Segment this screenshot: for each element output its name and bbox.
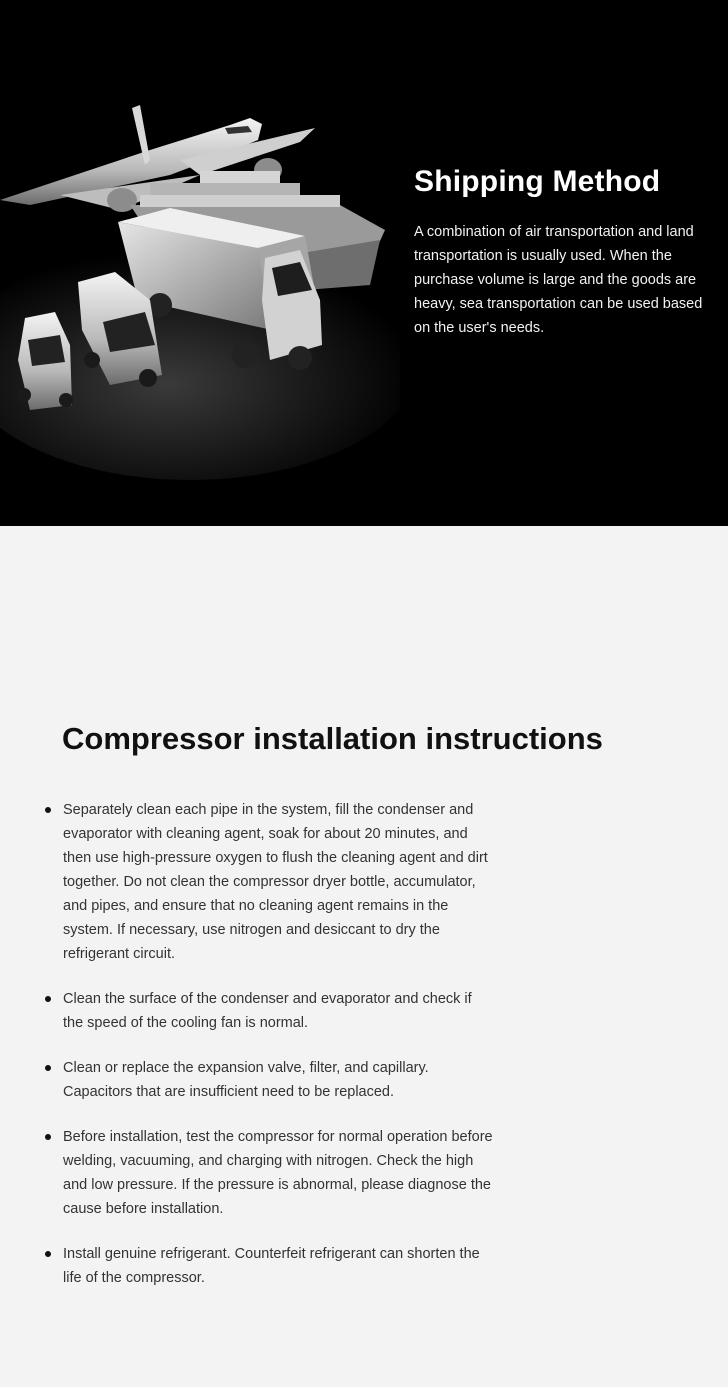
list-item — [0, 1125, 495, 1221]
installation-list — [0, 798, 728, 1311]
list-item-text: Install genuine refrigerant. Counterfeit refrigerant can shorten the life of the compressor. — [63, 1246, 480, 1286]
bullet-icon — [45, 1251, 51, 1257]
list-item-text: Separately clean each pipe in the system, fill the condenser and evaporator with cleaning agent, soak for about 20 minutes, and then use high-pressure oxygen to flush the cleaning agent and dirt together. Do not clean the compressor dryer bottle, accumulator, and pipes, and ensure that no cleaning agent remains in the system. If necessary, use nitrogen and desiccant to dry the refrigerant circuit. — [63, 802, 488, 962]
list-item-text: Clean or replace the expansion valve, filter, and capillary. Capacitors that are insufficient need to be replaced. — [63, 1060, 429, 1100]
list-item-text: Clean the surface of the condenser and evaporator and check if the speed of the cooling fan is normal. — [63, 991, 472, 1031]
list-item — [0, 798, 495, 966]
installation-section — [0, 526, 728, 1387]
bullet-icon — [45, 807, 51, 813]
list-item — [0, 1056, 495, 1104]
bullet-icon — [45, 996, 51, 1002]
bullet-icon — [45, 1134, 51, 1140]
list-item-text: Before installation, test the compressor for normal operation before welding, vacuuming, and charging with nitrogen. Check the high and low pressure. If the pressure is abnormal, please diagnose the cause before installation. — [63, 1129, 493, 1217]
bullet-icon — [45, 1065, 51, 1071]
list-item — [0, 987, 495, 1035]
shipping-hero — [0, 0, 728, 526]
installation-title: Compressor installation instructions — [62, 721, 603, 756]
transport-vehicles-illustration — [0, 0, 400, 526]
shipping-text-block — [414, 160, 704, 340]
shipping-description: A combination of air transportation and land transportation is usually used. When the purchase volume is large and the goods are heavy, sea transportation can be used based on the user's needs. — [414, 224, 703, 336]
shipping-title: Shipping Method — [414, 165, 661, 198]
list-item — [0, 1242, 495, 1290]
